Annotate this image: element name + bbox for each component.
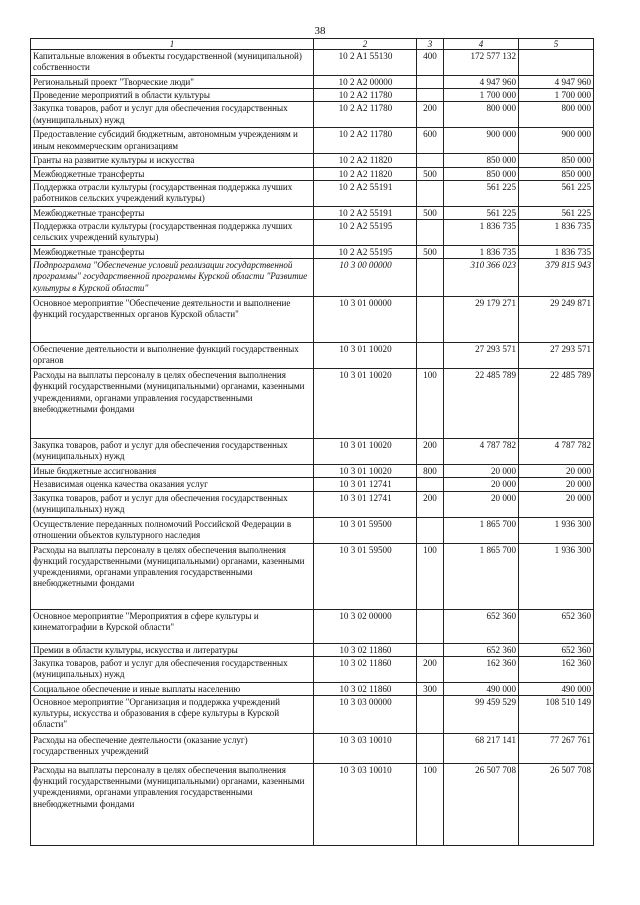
row-type-cell: 800 [417,465,444,478]
row-amount-cell: 29 179 271 [444,297,519,343]
table-row [31,465,594,478]
row-type-cell: 300 [417,682,444,695]
row-code-cell: 10 3 03 00000 [314,696,417,734]
row-amount-cell: 26 507 708 [519,764,594,846]
table-row [31,478,594,491]
row-name-cell: Расходы на обеспечение деятельности (оказание услуг) государственных учреждений [31,734,314,764]
row-amount-cell: 20 000 [519,491,594,517]
row-amount-cell: 26 507 708 [444,764,519,846]
row-amount-cell: 900 000 [519,128,594,154]
row-name-cell: Осуществление переданных полномочий Российской Федерации в отношении объектов культурного наследия [31,517,314,543]
row-type-cell [417,517,444,543]
row-amount-cell: 850 000 [444,167,519,180]
column-header: 1 [31,39,314,50]
page-number: 38 [314,25,326,37]
row-amount-cell: 1 836 735 [444,220,519,246]
row-amount-cell: 22 485 789 [444,369,519,439]
row-amount-cell: 652 360 [444,643,519,656]
row-name-cell: Закупка товаров, работ и услуг для обеспечения государственных (муниципальных) нужд [31,656,314,682]
row-name-cell: Иные бюджетные ассигнования [31,465,314,478]
row-name-cell: Основное мероприятие "Мероприятия в сфере культуры и кинематографии в Курской области" [31,609,314,643]
table-row [31,439,594,465]
row-amount-cell: 162 360 [444,656,519,682]
row-amount-cell: 561 225 [519,180,594,206]
row-code-cell: 10 2 A2 11820 [314,167,417,180]
row-amount-cell: 1 936 300 [519,517,594,543]
row-type-cell: 200 [417,491,444,517]
row-code-cell: 10 3 01 12741 [314,478,417,491]
table-row [31,89,594,102]
row-amount-cell: 490 000 [519,682,594,695]
row-amount-cell: 490 000 [444,682,519,695]
row-code-cell: 10 2 A2 11780 [314,128,417,154]
row-type-cell [417,259,444,297]
row-name-cell: Расходы на выплаты персоналу в целях обеспечения выполнения функций государственными (муниципальными) органами, казенными учреждениями, органами управления государственными внебюджетными фондами [31,543,314,609]
row-amount-cell: 1 836 735 [519,220,594,246]
column-header: 3 [417,39,444,50]
row-code-cell: 10 3 01 00000 [314,297,417,343]
table-row [31,734,594,764]
row-amount-cell: 68 217 141 [444,734,519,764]
row-amount-cell: 800 000 [519,102,594,128]
row-amount-cell: 561 225 [519,206,594,219]
row-amount-cell: 561 225 [444,206,519,219]
row-amount-cell: 850 000 [519,167,594,180]
table-row [31,220,594,246]
row-name-cell: Расходы на выплаты персоналу в целях обеспечения выполнения функций государственными (муниципальными) органами, казенными учреждениями, органами управления государственными внебюджетными фондами [31,369,314,439]
row-type-cell: 600 [417,128,444,154]
table-row [31,682,594,695]
column-header: 2 [314,39,417,50]
table-row [31,543,594,609]
row-amount-cell: 1 700 000 [444,89,519,102]
table-row [31,696,594,734]
row-amount-cell: 99 459 529 [444,696,519,734]
row-code-cell: 10 3 01 12741 [314,491,417,517]
row-name-cell: Социальное обеспечение и иные выплаты населению [31,682,314,695]
row-amount-cell: 77 267 761 [519,734,594,764]
table-row [31,154,594,167]
row-type-cell [417,734,444,764]
row-amount-cell: 1 836 735 [519,246,594,259]
row-name-cell: Закупка товаров, работ и услуг для обеспечения государственных (муниципальных) нужд [31,491,314,517]
row-code-cell: 10 3 01 59500 [314,543,417,609]
row-type-cell: 500 [417,167,444,180]
row-code-cell: 10 2 A2 00000 [314,76,417,89]
row-code-cell: 10 3 01 10020 [314,369,417,439]
row-type-cell: 500 [417,246,444,259]
row-code-cell: 10 2 A2 11780 [314,89,417,102]
row-name-cell: Расходы на выплаты персоналу в целях обеспечения выполнения функций государственными (муниципальными) органами, казенными учреждениями, органами управления государственными внебюджетными фондами [31,764,314,846]
row-amount-cell: 652 360 [444,609,519,643]
row-amount-cell: 20 000 [519,465,594,478]
row-amount-cell: 108 510 149 [519,696,594,734]
row-type-cell: 200 [417,439,444,465]
row-amount-cell: 20 000 [519,478,594,491]
row-code-cell: 10 3 03 10010 [314,764,417,846]
row-name-cell: Межбюджетные трансферты [31,246,314,259]
budget-table [30,38,594,846]
table-row [31,764,594,846]
row-name-cell: Предоставление субсидий бюджетным, автономным учреждениям и иным некоммерческим организациям [31,128,314,154]
row-code-cell: 10 3 01 10020 [314,465,417,478]
row-amount-cell: 850 000 [444,154,519,167]
row-type-cell: 100 [417,543,444,609]
table-row [31,259,594,297]
row-type-cell [417,89,444,102]
table-row [31,297,594,343]
row-type-cell [417,609,444,643]
row-code-cell: 10 2 A2 55195 [314,220,417,246]
row-type-cell: 500 [417,206,444,219]
row-amount-cell: 4 787 782 [444,439,519,465]
row-type-cell [417,696,444,734]
row-amount-cell: 29 249 871 [519,297,594,343]
row-code-cell: 10 3 01 59500 [314,517,417,543]
row-amount-cell: 20 000 [444,491,519,517]
table-row [31,491,594,517]
table-row [31,643,594,656]
row-name-cell: Поддержка отрасли культуры (государственная поддержка лучших работников сельских учреждений культуры) [31,180,314,206]
column-header-row [31,39,594,50]
table-row [31,656,594,682]
row-name-cell: Капитальные вложения в объекты государственной (муниципальной) собственности [31,50,314,76]
row-amount-cell: 850 000 [519,154,594,167]
row-amount-cell: 652 360 [519,609,594,643]
row-type-cell [417,343,444,369]
row-name-cell: Независимая оценка качества оказания услуг [31,478,314,491]
row-amount-cell: 1 836 735 [444,246,519,259]
table-row [31,76,594,89]
row-type-cell: 200 [417,656,444,682]
row-code-cell: 10 3 03 10010 [314,734,417,764]
row-code-cell: 10 3 02 11860 [314,682,417,695]
row-amount-cell: 900 000 [444,128,519,154]
row-code-cell: 10 3 01 10020 [314,343,417,369]
row-code-cell: 10 3 01 10020 [314,439,417,465]
row-amount-cell: 310 366 023 [444,259,519,297]
row-code-cell: 10 2 A2 11820 [314,154,417,167]
row-type-cell [417,220,444,246]
row-type-cell: 100 [417,369,444,439]
row-code-cell: 10 2 A2 55191 [314,206,417,219]
row-type-cell: 200 [417,102,444,128]
row-amount-cell: 4 787 782 [519,439,594,465]
row-amount-cell: 20 000 [444,465,519,478]
row-type-cell: 400 [417,50,444,76]
row-name-cell: Основное мероприятие "Организация и поддержка учреждений культуры, искусства и образования в сфере культуры в Курской области" [31,696,314,734]
row-amount-cell: 27 293 571 [444,343,519,369]
row-amount-cell: 22 485 789 [519,369,594,439]
row-code-cell: 10 2 A1 55130 [314,50,417,76]
table-row [31,369,594,439]
row-name-cell: Основное мероприятие "Обеспечение деятельности и выполнение функций государственных органов Курской области" [31,297,314,343]
row-amount-cell: 172 577 132 [444,50,519,76]
table-row [31,517,594,543]
row-name-cell: Подпрограмма "Обеспечение условий реализации государственной программы" государственной программы Курской области "Развитие культуры в Курской области" [31,259,314,297]
row-type-cell [417,643,444,656]
row-name-cell: Премии в области культуры, искусства и литературы [31,643,314,656]
table-row [31,50,594,76]
table-row [31,343,594,369]
table-row [31,167,594,180]
table-row [31,246,594,259]
row-name-cell: Обеспечение деятельности и выполнение функций государственных органов [31,343,314,369]
row-amount-cell: 4 947 960 [519,76,594,89]
row-amount-cell: 1 700 000 [519,89,594,102]
row-name-cell: Поддержка отрасли культуры (государственная поддержка лучших сельских учреждений культуры) [31,220,314,246]
row-name-cell: Проведение мероприятий в области культуры [31,89,314,102]
row-name-cell: Межбюджетные трансферты [31,206,314,219]
row-name-cell: Закупка товаров, работ и услуг для обеспечения государственных (муниципальных) нужд [31,102,314,128]
row-amount-cell: 652 360 [519,643,594,656]
row-amount-cell: 162 360 [519,656,594,682]
table-row [31,206,594,219]
row-code-cell: 10 3 02 00000 [314,609,417,643]
row-amount-cell: 1 936 300 [519,543,594,609]
row-code-cell: 10 2 A2 55191 [314,180,417,206]
row-amount-cell: 1 865 700 [444,517,519,543]
row-amount-cell: 1 865 700 [444,543,519,609]
row-name-cell: Региональный проект "Творческие люди" [31,76,314,89]
row-type-cell [417,180,444,206]
row-amount-cell: 379 815 943 [519,259,594,297]
row-type-cell [417,478,444,491]
row-amount-cell: 561 225 [444,180,519,206]
row-amount-cell: 27 293 571 [519,343,594,369]
table-row [31,609,594,643]
row-code-cell: 10 2 A2 55195 [314,246,417,259]
row-name-cell: Закупка товаров, работ и услуг для обеспечения государственных (муниципальных) нужд [31,439,314,465]
table-row [31,128,594,154]
row-code-cell: 10 3 02 11860 [314,656,417,682]
row-code-cell: 10 3 00 00000 [314,259,417,297]
row-type-cell: 100 [417,764,444,846]
row-amount-cell: 4 947 960 [444,76,519,89]
column-header: 4 [444,39,519,50]
table-row [31,180,594,206]
row-type-cell [417,154,444,167]
row-name-cell: Гранты на развитие культуры и искусства [31,154,314,167]
row-code-cell: 10 3 02 11860 [314,643,417,656]
row-amount-cell [519,50,594,76]
row-type-cell [417,76,444,89]
column-header: 5 [519,39,594,50]
row-amount-cell: 20 000 [444,478,519,491]
row-amount-cell: 800 000 [444,102,519,128]
table-row [31,102,594,128]
row-name-cell: Межбюджетные трансферты [31,167,314,180]
row-code-cell: 10 2 A2 11780 [314,102,417,128]
row-type-cell [417,297,444,343]
